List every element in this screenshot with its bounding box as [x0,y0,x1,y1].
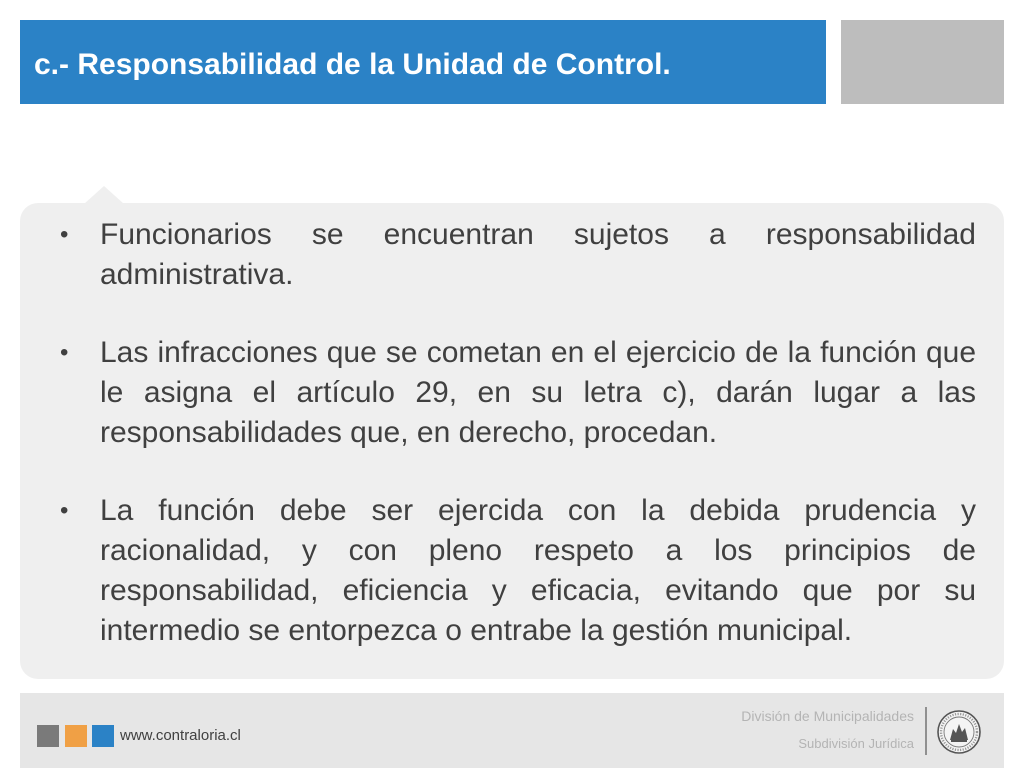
footer-divider [925,707,927,755]
bullet-item [60,333,976,453]
bullet-item [60,491,976,651]
subdivision-label: Subdivisión Jurídica [798,736,914,751]
website-link[interactable]: www.contraloria.cl [120,727,241,744]
title-bar [20,20,826,104]
contraloria-seal-icon [936,709,982,755]
slide-title: c.- Responsabilidad de la Unidad de Control. [34,48,671,81]
bullet-text: Funcionarios se encuentran sujetos a responsabilidad administrativa. [100,218,976,291]
gray-square-icon [37,725,59,747]
bullet-icon: • [60,497,69,524]
blue-square-icon [92,725,114,747]
content-box [20,203,1004,679]
title-side-block [841,20,1004,104]
bullet-text: Las infracciones que se cometan en el ejercicio de la función que le asigna el artículo 29, en su letra c), darán lugar a las responsabilidades que, en derecho, procedan. [100,336,976,449]
bullet-item [60,215,976,295]
footer [20,693,1004,768]
orange-square-icon [65,725,87,747]
callout-notch [84,186,124,204]
division-label: División de Municipalidades [741,708,914,724]
bullet-text: La función debe ser ejercida con la debida prudencia y racionalidad, y con pleno respeto a los principios de responsabilidad, eficiencia y eficacia, evitando que por su intermedio se entorpezca o entrabe la gestión municipal. [100,494,976,647]
bullet-icon: • [60,339,69,366]
bullet-list [60,215,976,651]
bullet-icon: • [60,221,69,248]
